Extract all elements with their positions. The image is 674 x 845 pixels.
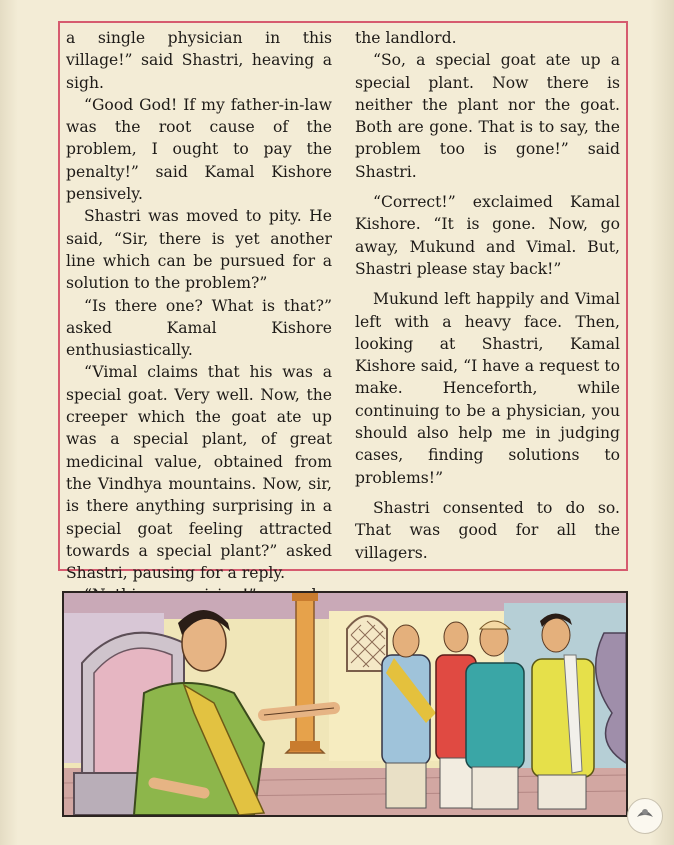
story-illustration: [62, 591, 628, 817]
story-column-right: [355, 27, 620, 564]
paragraph: “Correct!” exclaimed Kamal Kishore. “It is gone. Now, go away, Mukund and Vimal. But, Shastri please stay back!”: [355, 193, 620, 278]
story-text-frame: [58, 21, 628, 583]
emblem-icon: [628, 799, 662, 833]
paragraph: Shastri consented to do so. That was good for all the villagers.: [355, 498, 620, 562]
paragraph: “Good God! If my father-in-law was the root cause of the problem, I ought to pay the penalty!” said Kamal Kishore pensively.: [66, 95, 332, 204]
paragraph: “So, a special goat ate up a special plant. Now there is neither the plant nor the goat. Both are gone. That is to say, the problem too is gone!” said Shastri.: [355, 51, 620, 181]
paragraph: Mukund left happily and Vimal left with a heavy face. Then, looking at Shastri, Kamal Kishore said, “I have a request to make. Henceforth, while continuing to be a physician, you should also help me in judging cases, finding solutions to problems!”: [355, 290, 620, 487]
illustration-scene: [64, 593, 626, 815]
publisher-emblem: [627, 798, 663, 834]
paragraph: a single physician in this village!” said Shastri, heaving a sigh.: [66, 29, 332, 92]
paragraph: Shastri was moved to pity. He said, “Sir, there is yet another line which can be pursued for a solution to the problem?”: [66, 207, 332, 293]
story-column-left: [66, 27, 332, 607]
lattice-window: [347, 616, 387, 671]
paragraph: “Is there one? What is that?” asked Kamal Kishore enthusiastically.: [66, 296, 332, 360]
paragraph: “Vimal claims that his was a special goat. Very well. Now, the creeper which the goat ate up was a special plant, of great medicinal value, obtained from the Vindhya mountains. Now, sir, is there anything surprising in a special goat feeling attracted towards a special plant?” asked Shastri, pausing for a reply.: [66, 363, 332, 583]
paragraph: the landlord.: [355, 29, 457, 47]
